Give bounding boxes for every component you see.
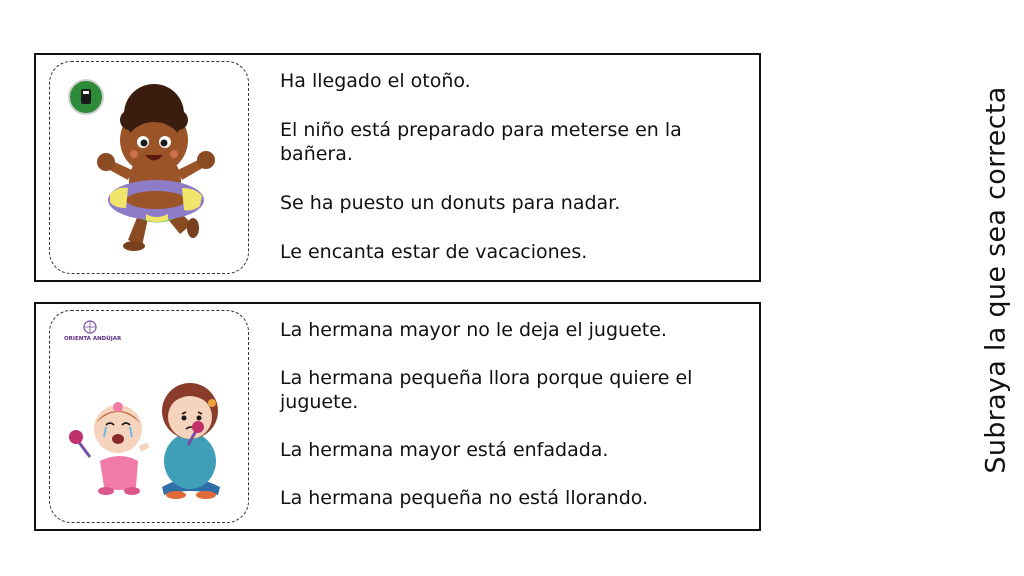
swimming-boy-illustration [50, 62, 249, 274]
sentence-option[interactable]: La hermana pequeña llora porque quiere el juguete. [280, 367, 693, 413]
instruction-vertical-text: Subraya la que sea correcta [980, 86, 1012, 474]
exercise-card-2 [34, 302, 761, 531]
green-round-logo-icon [69, 80, 103, 114]
sentence-list [280, 69, 750, 264]
sisters-toy-illustration [50, 311, 249, 523]
illustration-frame [49, 61, 249, 274]
sentence-option[interactable]: Ha llegado el otoño. [280, 70, 471, 92]
illustration-frame [49, 310, 249, 523]
sentence-list [280, 318, 750, 510]
exercise-card-1 [34, 53, 761, 282]
sentence-option[interactable]: Le encanta estar de vacaciones. [280, 241, 588, 263]
sentence-option[interactable]: La hermana pequeña no está llorando. [280, 487, 649, 509]
sentence-option[interactable]: Se ha puesto un donuts para nadar. [280, 192, 621, 214]
logo-text: ORIENTA ANDÚJAR [64, 336, 122, 342]
orientacion-andujar-logo-icon [64, 321, 122, 342]
sentence-option[interactable]: El niño está preparado para meterse en la bañera. [280, 119, 682, 165]
sentence-option[interactable]: La hermana mayor no le deja el juguete. [280, 319, 667, 341]
sentence-option[interactable]: La hermana mayor está enfadada. [280, 439, 609, 461]
